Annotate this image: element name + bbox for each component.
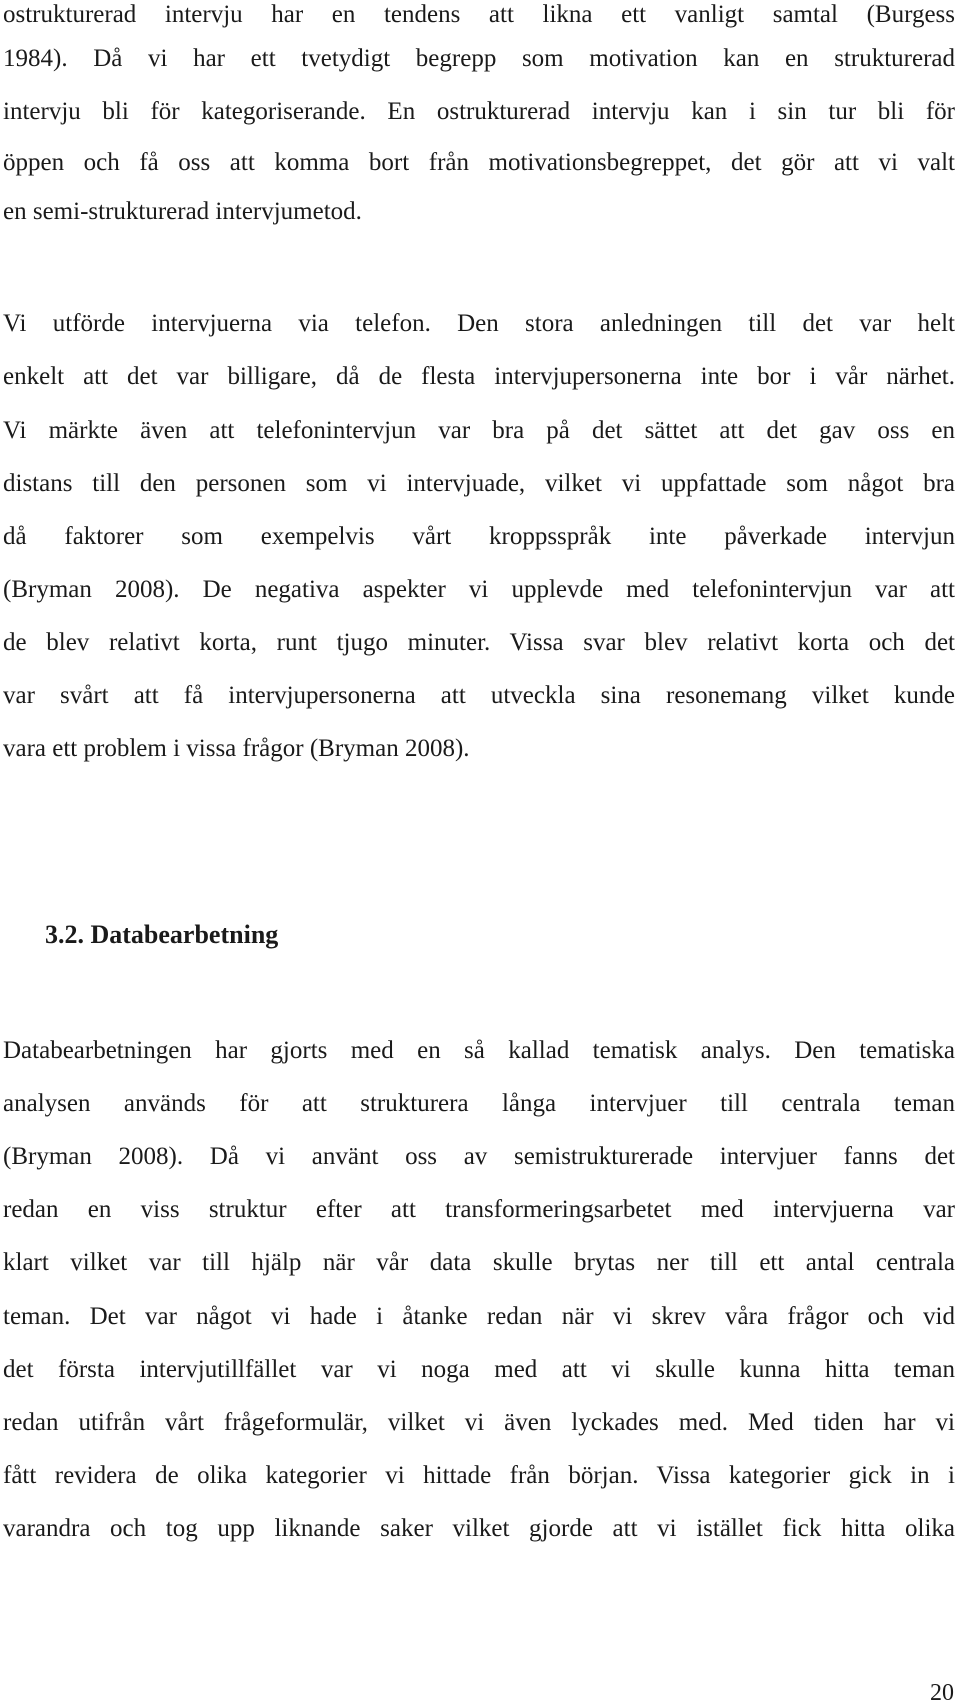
text-line: redan en viss struktur efter att transformeringsarbetet med intervjuerna var (3, 1196, 955, 1223)
section-heading: 3.2. Databearbetning (45, 920, 279, 949)
text-line: fått revidera de olika kategorier vi hittade från början. Vissa kategorier gick in i (3, 1462, 955, 1489)
text-line: de blev relativt korta, runt tjugo minuter. Vissa svar blev relativt korta och det (3, 629, 955, 656)
text-line: öppen och få oss att komma bort från motivationsbegreppet, det gör att vi valt (3, 149, 955, 176)
text-line: intervju bli för kategoriserande. En ostrukturerad intervju kan i sin tur bli för (3, 98, 955, 125)
text-line: redan utifrån vårt frågeformulär, vilket vi även lyckades med. Med tiden har vi (3, 1409, 955, 1436)
text-line: enkelt att det var billigare, då de flesta intervjupersonerna inte bor i vår närhet. (3, 363, 955, 390)
text-line: var svårt att få intervjupersonerna att utveckla sina resonemang vilket kunde (3, 682, 955, 709)
text-line: Vi utförde intervjuerna via telefon. Den stora anledningen till det var helt (3, 310, 955, 337)
text-line: klart vilket var till hjälp när vår data skulle brytas ner till ett antal centrala (3, 1249, 955, 1276)
text-line: analysen används för att strukturera långa intervjuer till centrala teman (3, 1090, 955, 1117)
text-line: teman. Det var något vi hade i åtanke redan när vi skrev våra frågor och vid (3, 1303, 955, 1330)
text-line: ostrukturerad intervju har en tendens att likna ett vanligt samtal (Burgess (3, 1, 955, 28)
page-number: 20 (930, 1680, 954, 1706)
text-line: en semi-strukturerad intervjumetod. (3, 198, 362, 225)
text-line: det första intervjutillfället var vi noga med att vi skulle kunna hitta teman (3, 1356, 955, 1383)
text-line: Vi märkte även att telefonintervjun var bra på det sättet att det gav oss en (3, 417, 955, 444)
text-line: Databearbetningen har gjorts med en så kallad tematisk analys. Den tematiska (3, 1037, 955, 1064)
text-line: varandra och tog upp liknande saker vilket gjorde att vi istället fick hitta olika (3, 1515, 955, 1542)
text-line: 1984). Då vi har ett tvetydigt begrepp som motivation kan en strukturerad (3, 45, 955, 72)
text-line: (Bryman 2008). Då vi använt oss av semistrukturerade intervjuer fanns det (3, 1143, 955, 1170)
text-line: då faktorer som exempelvis vårt kroppsspråk inte påverkade intervjun (3, 523, 955, 550)
text-line: (Bryman 2008). De negativa aspekter vi upplevde med telefonintervjun var att (3, 576, 955, 603)
text-line: vara ett problem i vissa frågor (Bryman 2008). (3, 735, 470, 762)
text-line: distans till den personen som vi intervjuade, vilket vi uppfattade som något bra (3, 470, 955, 497)
